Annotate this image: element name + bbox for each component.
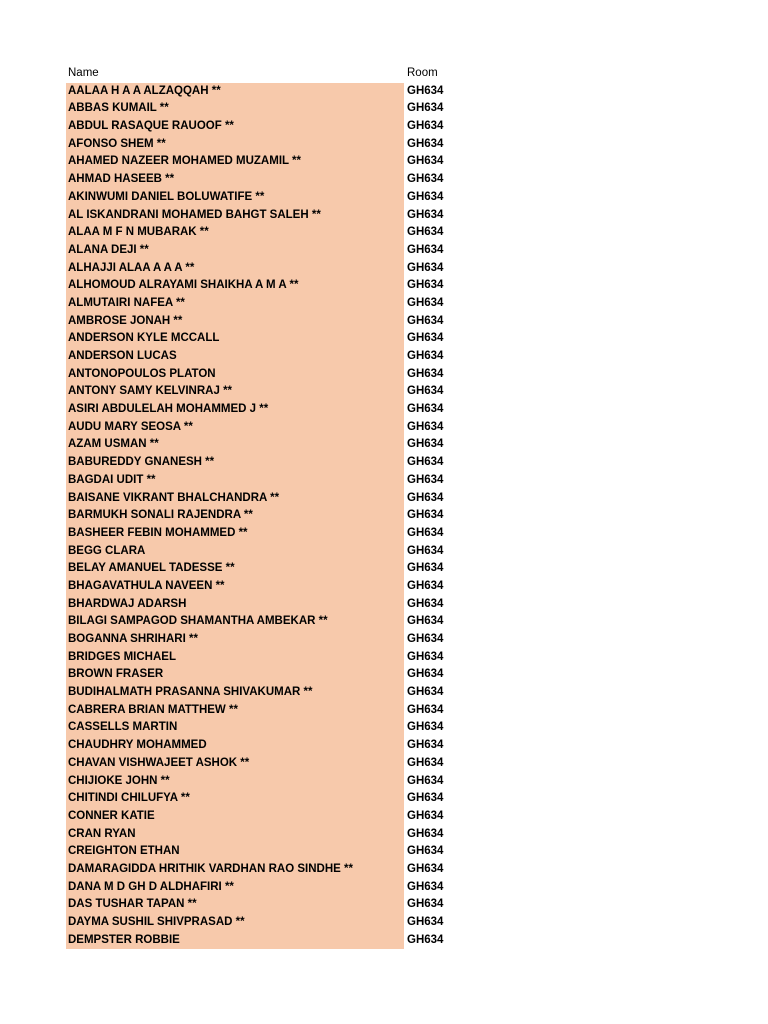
- room-cell: GH634: [407, 491, 444, 504]
- table-row: [66, 843, 450, 861]
- student-name-cell: CONNER KATIE: [66, 808, 404, 826]
- room-cell: GH634: [407, 792, 444, 805]
- student-name-cell: AUDU MARY SEOSA **: [66, 419, 404, 437]
- table-row: [66, 702, 450, 720]
- student-name-cell: BAISANE VIKRANT BHALCHANDRA **: [66, 490, 404, 508]
- room-cell: GH634: [407, 137, 444, 150]
- table-row: [66, 436, 450, 454]
- student-name-cell: DAMARAGIDDA HRITHIK VARDHAN RAO SINDHE **: [66, 861, 404, 879]
- room-cell: GH634: [407, 845, 444, 858]
- student-name-cell: BUDIHALMATH PRASANNA SHIVAKUMAR **: [66, 684, 404, 702]
- student-name-cell: AHAMED NAZEER MOHAMED MUZAMIL **: [66, 153, 404, 171]
- table-row: [66, 666, 450, 684]
- table-row: [66, 277, 450, 295]
- table-row: [66, 861, 450, 879]
- table-row: [66, 896, 450, 914]
- student-name-cell: CABRERA BRIAN MATTHEW **: [66, 702, 404, 720]
- room-cell: GH634: [407, 880, 444, 893]
- room-cell: GH634: [407, 756, 444, 769]
- table-row: [66, 366, 450, 384]
- room-cell: GH634: [407, 190, 444, 203]
- room-cell: GH634: [407, 367, 444, 380]
- table-row: [66, 207, 450, 225]
- room-cell: GH634: [407, 155, 444, 168]
- room-cell: GH634: [407, 456, 444, 469]
- student-name-cell: CRAN RYAN: [66, 826, 404, 844]
- student-name-cell: ANDERSON LUCAS: [66, 348, 404, 366]
- table-row: [66, 100, 450, 118]
- student-name-cell: AFONSO SHEM **: [66, 136, 404, 154]
- student-name-cell: ABDUL RASAQUE RAUOOF **: [66, 118, 404, 136]
- table-row: [66, 401, 450, 419]
- room-cell: GH634: [407, 703, 444, 716]
- student-name-cell: BABUREDDY GNANESH **: [66, 454, 404, 472]
- student-name-cell: BAGDAI UDIT **: [66, 472, 404, 490]
- room-cell: GH634: [407, 84, 444, 97]
- table-row: [66, 419, 450, 437]
- table-row: [66, 242, 450, 260]
- table-header: [66, 65, 450, 83]
- room-cell: GH634: [407, 261, 444, 274]
- room-cell: GH634: [407, 473, 444, 486]
- table-row: [66, 719, 450, 737]
- table-row: [66, 153, 450, 171]
- room-cell: GH634: [407, 686, 444, 699]
- student-name-cell: ALAA M F N MUBARAK **: [66, 224, 404, 242]
- student-name-cell: ALHOMOUD ALRAYAMI SHAIKHA A M A **: [66, 277, 404, 295]
- student-name-cell: BARMUKH SONALI RAJENDRA **: [66, 507, 404, 525]
- student-name-cell: CHAVAN VISHWAJEET ASHOK **: [66, 755, 404, 773]
- student-name-cell: BOGANNA SHRIHARI **: [66, 631, 404, 649]
- student-name-cell: AZAM USMAN **: [66, 436, 404, 454]
- table-body: [66, 83, 450, 950]
- table-row: [66, 879, 450, 897]
- room-cell: GH634: [407, 332, 444, 345]
- room-cell: GH634: [407, 579, 444, 592]
- room-cell: GH634: [407, 420, 444, 433]
- student-name-cell: ALHAJJI ALAA A A A **: [66, 260, 404, 278]
- table-row: [66, 525, 450, 543]
- room-cell: GH634: [407, 898, 444, 911]
- table-row: [66, 631, 450, 649]
- student-name-cell: CHIJIOKE JOHN **: [66, 773, 404, 791]
- student-name-cell: AALAA H A A ALZAQQAH **: [66, 83, 404, 101]
- student-name-cell: CHAUDHRY MOHAMMED: [66, 737, 404, 755]
- room-allocation-table: [66, 65, 450, 949]
- student-name-cell: CASSELLS MARTIN: [66, 719, 404, 737]
- student-name-cell: BHARDWAJ ADARSH: [66, 596, 404, 614]
- room-cell: GH634: [407, 633, 444, 645]
- student-name-cell: ANDERSON KYLE MCCALL: [66, 330, 404, 348]
- student-name-cell: DANA M D GH D ALDHAFIRI **: [66, 879, 404, 897]
- room-cell: GH634: [407, 739, 444, 752]
- table-row: [66, 578, 450, 596]
- table-row: [66, 684, 450, 702]
- table-row: [66, 83, 450, 101]
- student-name-cell: ASIRI ABDULELAH MOHAMMED J **: [66, 401, 404, 419]
- student-name-cell: ANTONOPOULOS PLATON: [66, 366, 404, 384]
- student-name-cell: BRIDGES MICHAEL: [66, 649, 404, 667]
- table-row: [66, 932, 450, 950]
- table-row: [66, 826, 450, 844]
- table-row: [66, 755, 450, 773]
- room-cell: GH634: [407, 279, 444, 292]
- student-name-cell: BELAY AMANUEL TADESSE **: [66, 560, 404, 578]
- table-row: [66, 383, 450, 401]
- table-row: [66, 737, 450, 755]
- room-cell: GH634: [407, 526, 444, 539]
- student-name-cell: BEGG CLARA: [66, 543, 404, 561]
- room-cell: GH634: [407, 243, 444, 256]
- room-column-header: Room: [407, 67, 438, 79]
- room-cell: GH634: [407, 173, 444, 186]
- table-row: [66, 189, 450, 207]
- student-name-cell: DAYMA SUSHIL SHIVPRASAD **: [66, 914, 404, 932]
- room-cell: GH634: [407, 916, 444, 928]
- table-row: [66, 914, 450, 932]
- student-name-cell: DAS TUSHAR TAPAN **: [66, 896, 404, 914]
- student-name-cell: ALMUTAIRI NAFEA **: [66, 295, 404, 313]
- room-cell: GH634: [407, 296, 444, 309]
- room-cell: GH634: [407, 438, 444, 451]
- table-row: [66, 348, 450, 366]
- student-name-cell: ANTONY SAMY KELVINRAJ **: [66, 383, 404, 401]
- table-row: [66, 613, 450, 631]
- table-row: [66, 454, 450, 472]
- table-row: [66, 330, 450, 348]
- student-name-cell: BASHEER FEBIN MOHAMMED **: [66, 525, 404, 543]
- student-name-cell: AMBROSE JONAH **: [66, 313, 404, 331]
- table-row: [66, 224, 450, 242]
- student-name-cell: CREIGHTON ETHAN: [66, 843, 404, 861]
- room-cell: GH634: [407, 615, 444, 628]
- table-row: [66, 136, 450, 154]
- student-name-cell: DEMPSTER ROBBIE: [66, 932, 404, 950]
- table-row: [66, 313, 450, 331]
- table-row: [66, 790, 450, 808]
- room-cell: GH634: [407, 721, 444, 734]
- table-row: [66, 171, 450, 189]
- room-cell: GH634: [407, 226, 444, 239]
- room-cell: GH634: [407, 350, 444, 362]
- room-cell: GH634: [407, 314, 444, 327]
- table-row: [66, 649, 450, 667]
- room-cell: GH634: [407, 403, 444, 416]
- room-cell: GH634: [407, 774, 444, 787]
- table-row: [66, 472, 450, 490]
- room-cell: GH634: [407, 597, 444, 610]
- student-name-cell: ABBAS KUMAIL **: [66, 100, 404, 118]
- table-row: [66, 260, 450, 278]
- table-row: [66, 118, 450, 136]
- student-name-cell: BROWN FRASER: [66, 666, 404, 684]
- student-name-cell: ALANA DEJI **: [66, 242, 404, 260]
- table-row: [66, 596, 450, 614]
- table-row: [66, 773, 450, 791]
- room-cell: GH634: [407, 809, 444, 822]
- room-cell: GH634: [407, 509, 444, 522]
- room-cell: GH634: [407, 102, 444, 115]
- name-column-header: Name: [68, 67, 99, 79]
- student-name-cell: AKINWUMI DANIEL BOLUWATIFE **: [66, 189, 404, 207]
- table-row: [66, 507, 450, 525]
- room-cell: GH634: [407, 827, 444, 840]
- room-cell: GH634: [407, 208, 444, 221]
- room-cell: GH634: [407, 120, 444, 133]
- table-row: [66, 560, 450, 578]
- room-cell: GH634: [407, 933, 444, 946]
- student-name-cell: BHAGAVATHULA NAVEEN **: [66, 578, 404, 596]
- room-cell: GH634: [407, 668, 444, 681]
- student-name-cell: CHITINDI CHILUFYA **: [66, 790, 404, 808]
- student-name-cell: AL ISKANDRANI MOHAMED BAHGT SALEH **: [66, 207, 404, 225]
- table-row: [66, 295, 450, 313]
- student-name-cell: AHMAD HASEEB **: [66, 171, 404, 189]
- room-cell: GH634: [407, 650, 444, 663]
- room-cell: GH634: [407, 385, 444, 398]
- student-name-cell: BILAGI SAMPAGOD SHAMANTHA AMBEKAR **: [66, 613, 404, 631]
- table-row: [66, 490, 450, 508]
- table-row: [66, 543, 450, 561]
- table-row: [66, 808, 450, 826]
- room-cell: GH634: [407, 562, 444, 575]
- room-cell: GH634: [407, 544, 444, 557]
- room-cell: GH634: [407, 862, 444, 875]
